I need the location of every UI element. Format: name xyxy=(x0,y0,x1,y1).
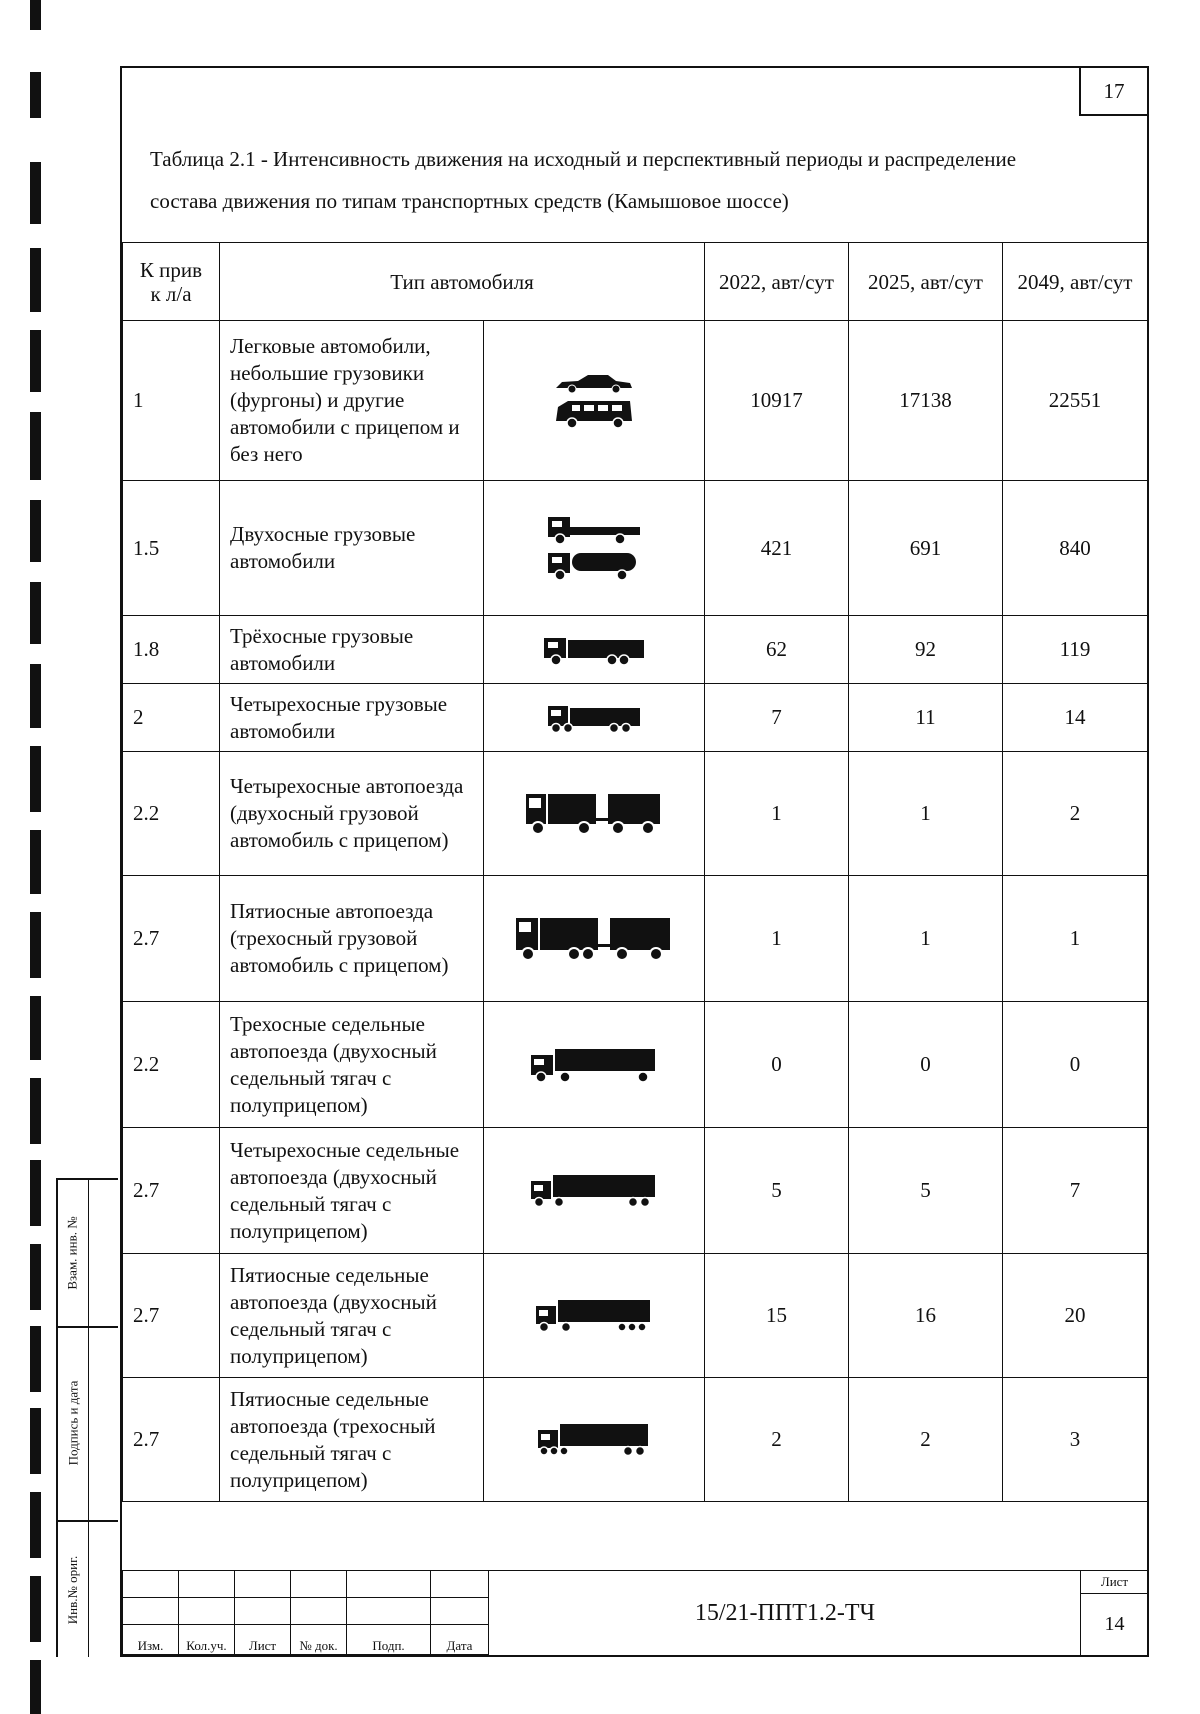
tanker-truck-icon xyxy=(546,549,642,581)
table-row: 2.2 Четырехосные автопоезда (двухосный грузовой автомобиль с прицепом) 1 1 2 xyxy=(123,752,1148,876)
header-2025: 2025, авт/сут xyxy=(849,243,1003,321)
binding-mark xyxy=(30,1660,41,1714)
table-row: 2.7 Пятиосные седельные автопоезда (трехосный седельный тягач с полуприцепом) 2 2 3 xyxy=(123,1378,1148,1502)
semi-4axle-icon xyxy=(529,1173,659,1209)
table-row: 2.7 Пятиосные автопоезда (трехосный грузовой автомобиль с прицепом) 1 1 1 xyxy=(123,876,1148,1002)
binding-mark xyxy=(30,1492,41,1558)
car-icon xyxy=(554,373,634,395)
sheet-number: 14 xyxy=(1104,1613,1125,1635)
binding-mark xyxy=(30,1576,41,1642)
title-block xyxy=(122,1570,489,1655)
table-row: 1 Легковые автомобили, небольшие грузовики (фургоны) и другие автомобили с прицепом и без него 10917 17138 22551 xyxy=(123,321,1148,481)
truck-trailer-5axle-icon xyxy=(514,914,674,964)
sheet-box xyxy=(1080,1570,1148,1656)
binding-mark xyxy=(30,582,41,644)
binding-mark xyxy=(30,1244,41,1310)
binding-mark xyxy=(30,0,41,30)
table-row: 2 Четырехосные грузовые автомобили 7 11 14 xyxy=(123,684,1148,752)
binding-mark xyxy=(30,912,41,978)
table-row: 2.7 Пятиосные седельные автопоезда (двухосный седельный тягач с полуприцепом) 15 16 20 xyxy=(123,1254,1148,1378)
stamp-header-row: Изм. Кол.уч. Лист № док. Подп. Дата xyxy=(123,1625,489,1655)
sheet-label: Лист xyxy=(1081,1571,1148,1594)
binding-mark xyxy=(30,72,41,118)
flatbed-truck-icon xyxy=(546,515,642,545)
semi-5axle-2-icon xyxy=(534,1298,654,1334)
header-2022: 2022, авт/сут xyxy=(705,243,849,321)
truck-trailer-icon xyxy=(524,790,664,838)
van-icon xyxy=(554,399,634,429)
binding-mark xyxy=(30,1160,41,1226)
side-label-inv: Инв.№ ориг. xyxy=(65,1555,80,1624)
side-stamp xyxy=(56,1178,118,1657)
binding-mark xyxy=(30,1078,41,1144)
table-row: 1.8 Трёхосные грузовые автомобили 62 92 119 xyxy=(123,616,1148,684)
side-label-podpis: Подпись и дата xyxy=(65,1380,81,1466)
binding-mark xyxy=(30,248,41,312)
binding-mark xyxy=(30,830,41,894)
binding-mark xyxy=(30,500,41,562)
table-header xyxy=(123,243,1148,321)
header-2049: 2049, авт/сут xyxy=(1003,243,1148,321)
semi-trailer-icon xyxy=(529,1045,659,1085)
binding-mark xyxy=(30,746,41,812)
page-number: 17 xyxy=(1079,66,1149,116)
binding-mark xyxy=(30,1408,41,1474)
side-label-zam: Взам. инв. № xyxy=(65,1216,81,1290)
binding-mark xyxy=(30,996,41,1060)
three-axle-truck-icon xyxy=(542,634,646,666)
document-code: 15/21-ППТ1.2-ТЧ xyxy=(488,1570,1081,1656)
table-caption: Таблица 2.1 - Интенсивность движения на исходный и перспективный периоды и распределение состава движения по типам транспортных средств (Камышовое шоссе) xyxy=(150,147,1017,213)
four-axle-truck-icon xyxy=(546,702,642,734)
binding-mark xyxy=(30,1326,41,1392)
traffic-table xyxy=(122,242,1148,1502)
binding-mark xyxy=(30,664,41,728)
page-frame xyxy=(120,66,1149,1657)
header-type: Тип автомобиля xyxy=(220,243,705,321)
table-row: 2.2 Трехосные седельные автопоезда (двухосный седельный тягач с полуприцепом) 0 0 0 xyxy=(123,1002,1148,1128)
table-row: 1.5 Двухосные грузовые автомобили 421 691 840 xyxy=(123,481,1148,616)
header-k: К прив к л/а xyxy=(123,243,220,321)
binding-mark xyxy=(30,412,41,480)
table-row: 2.7 Четырехосные седельные автопоезда (двухосный седельный тягач с полуприцепом) 5 5 7 xyxy=(123,1128,1148,1254)
binding-mark xyxy=(30,162,41,224)
semi-5axle-3-icon xyxy=(536,1422,652,1458)
binding-mark xyxy=(30,330,41,392)
